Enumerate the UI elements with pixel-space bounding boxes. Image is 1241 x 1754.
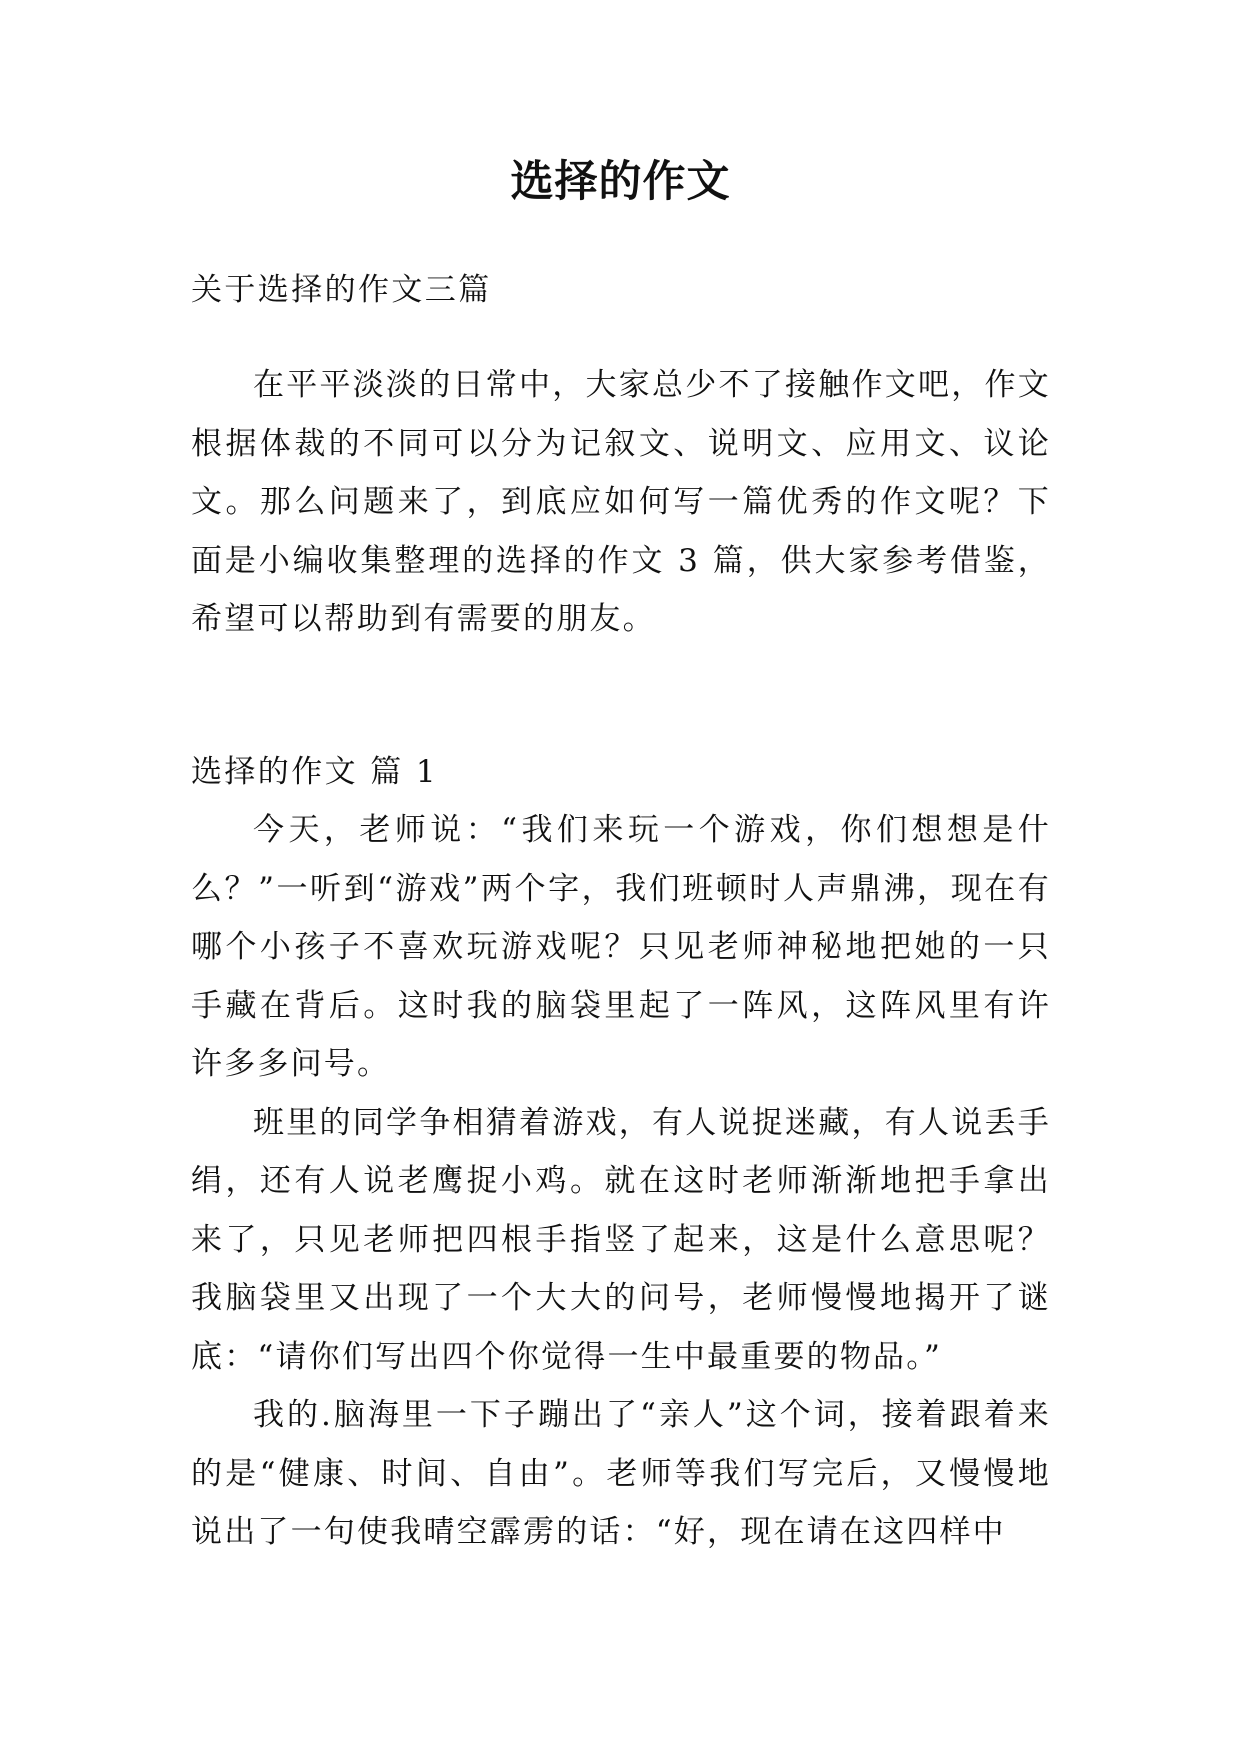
body-paragraph: 我的.脑海里一下子蹦出了“亲人”这个词，接着跟着来的是“健康、时间、自由”。老师等我们写完后，又慢慢地说出了一句使我晴空霹雳的话：“好，现在请在这四样中 [191, 1397, 1051, 1550]
document-subtitle: 关于选择的作文三篇 [191, 272, 492, 308]
section-1-body [191, 801, 1051, 1562]
intro-block [191, 356, 1051, 649]
body-paragraph: 班里的同学争相猜着游戏，有人说捉迷藏，有人说丢手绢，还有人说老鹰捉小鸡。就在这时老师渐渐地把手拿出来了，只见老师把四根手指竖了起来，这是什么意思呢？我脑袋里又出现了一个大大的问号，老师慢慢地揭开了谜底：“请你们写出四个你觉得一生中最重要的物品。” [191, 1104, 1051, 1375]
document-title: 选择的作文 [510, 157, 731, 207]
intro-paragraph: 在平平淡淡的日常中，大家总少不了接触作文吧，作文根据体裁的不同可以分为记叙文、说明文、应用文、议论文。那么问题来了，到底应如何写一篇优秀的作文呢？下面是小编收集整理的选择的作文 3 篇，供大家参考借鉴，希望可以帮助到有需要的朋友。 [191, 367, 1051, 637]
section-heading: 选择的作文 篇 1 [191, 754, 439, 790]
body-paragraph: 今天，老师说：“我们来玩一个游戏，你们想想是什么？”一听到“游戏”两个字，我们班顿时人声鼎沸，现在有哪个小孩子不喜欢玩游戏呢？只见老师神秘地把她的一只手藏在背后。这时我的脑袋里起了一阵风，这阵风里有许许多多问号。 [191, 812, 1051, 1082]
